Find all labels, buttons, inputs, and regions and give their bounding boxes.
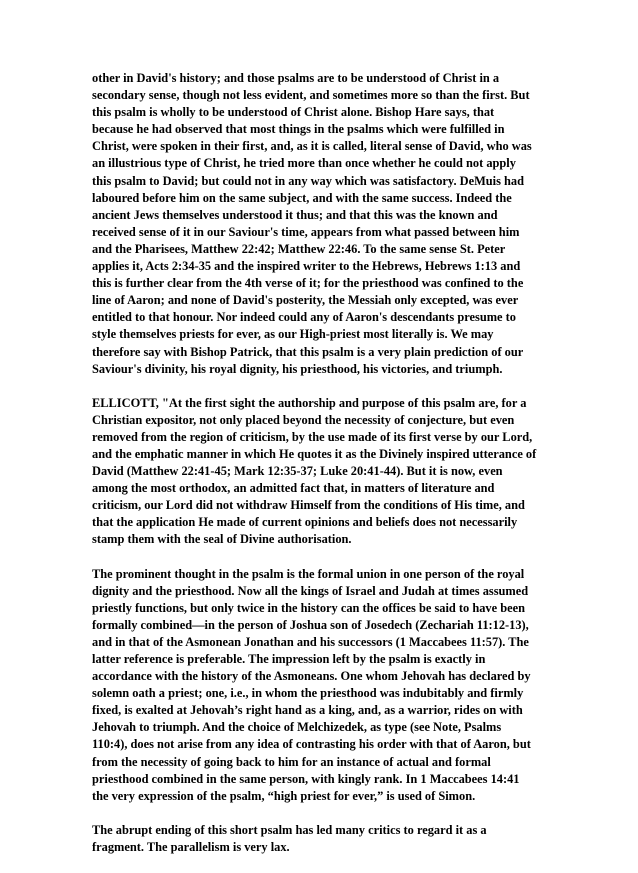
text-line: the very expression of the psalm, “high priest for ever,” is used of Simon. [92, 788, 476, 803]
text-line: laboured before him on the same subject, and with the same success. Indeed the [92, 190, 512, 205]
text-line: because he had observed that most things in the psalms which were fulfilled in [92, 122, 505, 137]
text-line: The abrupt ending of this short psalm has led many critics to regard it as a [92, 822, 487, 837]
text-line: received sense of it in our Saviour's time, appears from what passed between him [92, 224, 520, 239]
text-line: criticism, our Lord did not withdraw Himself from the conditions of His time, and [92, 498, 525, 513]
text-line: style themselves priests for ever, as our High-priest most literally is. We may [92, 327, 494, 342]
text-line: priestly functions, but only twice in the history can the offices be said to have been [92, 600, 525, 615]
text-line: formally combined—in the person of Joshua son of Josedech (Zechariah 11:12-13), [92, 617, 529, 632]
text-line: Jehovah to triumph. And the choice of Melchizedek, as type (see Note, Psalms [92, 720, 502, 735]
text-line: line of Aaron; and none of David's posterity, the Messiah only excepted, was ever [92, 293, 519, 308]
text-line: fixed, is exalted at Jehovah’s right hand as a king, and, as a warrior, rides on with [92, 703, 523, 718]
text-line: The prominent thought in the psalm is the formal union in one person of the royal [92, 566, 525, 581]
text-line: from the necessity of going back to him for an instance of actual and formal [92, 754, 491, 769]
text-line: applies it, Acts 2:34-35 and the inspired writer to the Hebrews, Hebrews 1:13 and [92, 259, 521, 274]
text-line: this psalm to David; but could not in any way which was satisfactory. DeMuis had [92, 173, 525, 188]
text-line: and the emphatic manner in which He quotes it as the Divinely inspired utterance of [92, 446, 537, 461]
text-line: secondary sense, though not less evident, and sometimes more so than the first. But [92, 88, 530, 103]
text-line: 110:4), does not arise from any idea of contrasting his order with that of Aaron, but [92, 737, 531, 752]
document-page [92, 70, 542, 873]
text-line: Christian expositor, not only placed beyond the necessity of conjecture, but even [92, 412, 515, 427]
text-line: stamp them with the seal of Divine authorisation. [92, 532, 352, 547]
paragraph-2 [92, 395, 542, 549]
text-line: priesthood combined in the same person, with kingly rank. In 1 Maccabees 14:41 [92, 771, 520, 786]
text-line: ancient Jews themselves understood it thus; and that this was the known and [92, 207, 498, 222]
text-line: Christ, were spoken in their first, and, as it is called, literal sense of David, who was [92, 139, 532, 154]
text-line: among the most orthodox, an admitted fact that, in matters of literature and [92, 481, 495, 496]
text-line: David (Matthew 22:41-45; Mark 12:35-37; Luke 20:41-44). But it is now, even [92, 464, 503, 479]
text-line: and in that of the Asmonean Jonathan and his successors (1 Maccabees 11:57). The [92, 634, 529, 649]
text-line: and the Pharisees, Matthew 22:42; Matthew 22:46. To the same sense St. Peter [92, 241, 506, 256]
text-line: an illustrious type of Christ, he tried more than once whether he could not apply [92, 156, 516, 171]
text-line: solemn oath a priest; one, i.e., in whom the priesthood was indubitably and firmly [92, 686, 524, 701]
paragraph-1 [92, 70, 542, 378]
text-line: entitled to that honour. Nor indeed could any of Aaron's descendants presume to [92, 310, 516, 325]
text-line: fragment. The parallelism is very lax. [92, 839, 290, 854]
text-line: that the application He made of current opinions and beliefs does not necessarily [92, 515, 518, 530]
text-line: therefore say with Bishop Patrick, that this psalm is a very plain prediction of our [92, 344, 524, 359]
paragraph-4 [92, 822, 542, 856]
text-line: other in David's history; and those psalms are to be understood of Christ in a [92, 71, 500, 85]
text-line: dignity and the priesthood. Now all the kings of Israel and Judah at times assumed [92, 583, 529, 598]
text-line: ELLICOTT, "At the first sight the authorship and purpose of this psalm are, for a [92, 395, 527, 410]
text-line: this psalm is wholly to be understood of Christ alone. Bishop Hare says, that [92, 105, 495, 120]
text-line: Saviour's divinity, his royal dignity, his priesthood, his victories, and triumph. [92, 361, 503, 376]
text-line: this is further clear from the 4th verse of it; for the priesthood was confined to the [92, 276, 524, 291]
text-line: removed from the region of criticism, by the use made of its first verse by our Lord, [92, 429, 533, 444]
text-line: accordance with the history of the Asmoneans. One whom Jehovah has declared by [92, 669, 531, 684]
text-line: latter reference is preferable. The impression left by the psalm is exactly in [92, 652, 486, 666]
paragraph-3 [92, 566, 542, 805]
